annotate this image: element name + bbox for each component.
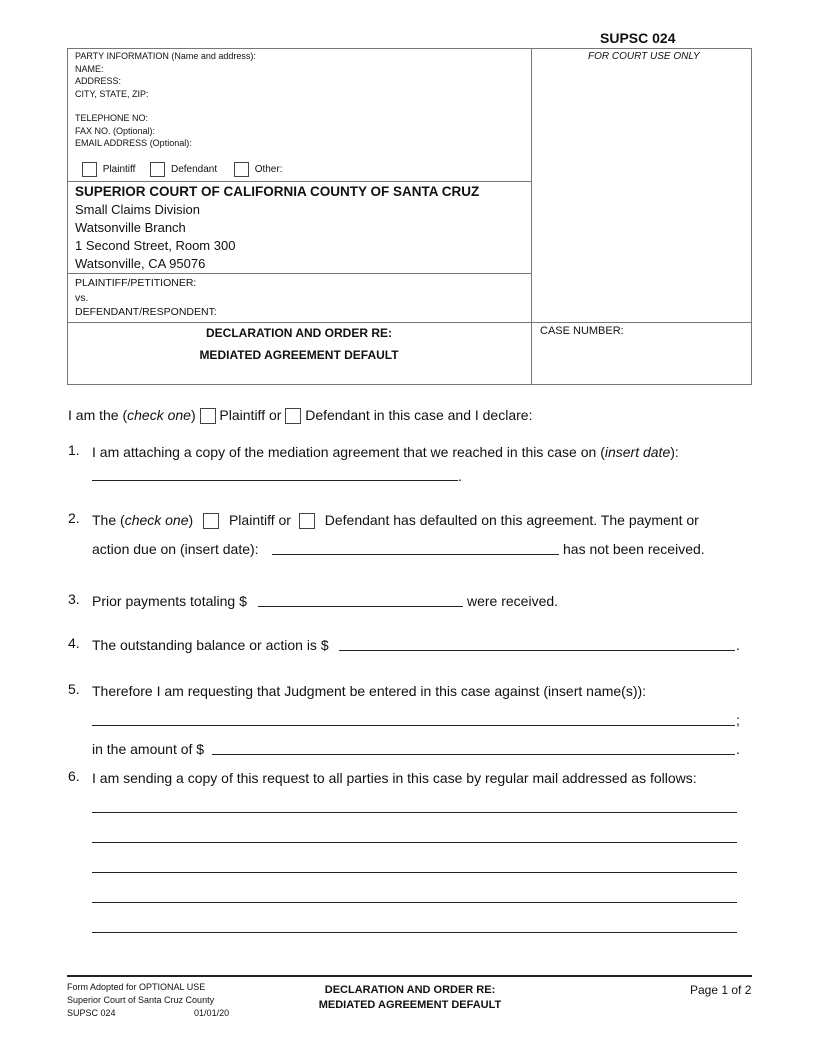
intro-defendant-checkbox[interactable] [285, 408, 301, 424]
footer-court: Superior Court of Santa Cruz County [67, 995, 215, 1005]
item-text: has not been received. [563, 541, 705, 557]
item-number: 3. [68, 591, 80, 607]
item-text: action due on (insert date): [92, 541, 259, 557]
prior-payments-line[interactable] [258, 606, 463, 607]
item-text: in the amount of $ [92, 741, 205, 757]
intro-line [68, 405, 532, 425]
check-one-label: check one [124, 512, 189, 528]
court-division: Small Claims Division [75, 202, 200, 217]
vs-label: vs. [75, 291, 89, 304]
party-info-heading: PARTY INFORMATION (Name and address): [75, 51, 256, 61]
intro-plaintiff-checkbox[interactable] [200, 408, 216, 424]
footer-form-number: SUPSC 024 [67, 1008, 116, 1018]
address-field[interactable]: ADDRESS: [75, 76, 122, 86]
footer-form-info [67, 981, 229, 1020]
city-field[interactable]: CITY, STATE, ZIP: [75, 88, 149, 99]
item-text: Defendant has defaulted on this agreement. The payment or [324, 512, 699, 528]
item-2-defendant-checkbox[interactable] [299, 513, 315, 529]
item-text: Prior payments totaling $ [92, 593, 247, 609]
intro-text: ) [190, 407, 196, 423]
intro-plaintiff-label: Plaintiff or [219, 407, 282, 423]
court-name: SUPERIOR COURT OF CALIFORNIA COUNTY OF SANTA CRUZ [75, 184, 480, 199]
period: . [736, 637, 740, 653]
item-number: 4. [68, 635, 80, 651]
title-line-2: MEDIATED AGREEMENT DEFAULT [199, 348, 399, 362]
footer-form-line [67, 1007, 229, 1020]
item-number: 6. [68, 768, 80, 784]
plaintiff-checkbox[interactable] [82, 162, 97, 177]
footer-date: 01/01/20 [194, 1008, 230, 1018]
item-1-text [92, 442, 679, 462]
court-branch: Watsonville Branch [75, 220, 186, 235]
intro-text: I am the ( [68, 407, 128, 423]
item-text: I am attaching a copy of the mediation agreement that we reached in this case on ( [92, 444, 605, 460]
footer-title-line-2: MEDIATED AGREEMENT DEFAULT [318, 999, 502, 1011]
party-type-options [82, 162, 282, 177]
item-number: 1. [68, 442, 80, 458]
item-2-plaintiff-checkbox[interactable] [203, 513, 219, 529]
agreement-date-line[interactable] [92, 480, 458, 481]
address-line[interactable] [92, 842, 737, 843]
item-text: were received. [467, 593, 559, 609]
item-text: Therefore I am requesting that Judgment be entered in this case against (insert name(s)): [92, 683, 647, 699]
address-line[interactable] [92, 932, 737, 933]
form-number: SUPSC 024 [600, 30, 676, 46]
judgment-amount-line[interactable] [212, 754, 735, 755]
item-2-text [92, 510, 699, 530]
telephone-field[interactable]: TELEPHONE NO: [75, 113, 149, 123]
other-option-label: Other: [254, 164, 283, 176]
footer-adopted: Form Adopted for OPTIONAL USE [67, 982, 206, 992]
court-city: Watsonville, CA 95076 [75, 256, 206, 271]
item-text: I am sending a copy of this request to all parties in this case by regular mail addressed as follows: [92, 770, 697, 786]
email-field[interactable]: EMAIL ADDRESS (Optional): [75, 138, 192, 148]
outstanding-balance-line[interactable] [339, 650, 735, 651]
fax-field[interactable]: FAX NO. (Optional): [75, 125, 156, 136]
other-checkbox[interactable] [234, 162, 249, 177]
item-number: 5. [68, 681, 80, 697]
check-one-label: check one [127, 407, 191, 423]
judgment-names-line[interactable] [92, 725, 735, 726]
item-text: ) [188, 512, 194, 528]
court-use-label: FOR COURT USE ONLY [588, 51, 700, 62]
form-title [67, 322, 531, 366]
name-field[interactable]: NAME: [75, 63, 104, 74]
plaintiff-petitioner-field[interactable]: PLAINTIFF/PETITIONER: [75, 277, 197, 289]
footer-rule [67, 975, 752, 977]
title-line-1: DECLARATION AND ORDER RE: [206, 326, 392, 340]
divider [67, 181, 531, 182]
intro-defendant-label: Defendant in this case and I declare: [305, 407, 533, 423]
divider [67, 273, 531, 274]
insert-date-label: insert date [604, 444, 671, 460]
plaintiff-option-label: Plaintiff [102, 164, 136, 176]
defendant-respondent-field[interactable]: DEFENDANT/RESPONDENT: [75, 306, 217, 318]
semicolon: ; [736, 712, 740, 728]
item-text: The ( [92, 512, 125, 528]
item-2-plaintiff-label: Plaintiff or [228, 512, 291, 528]
item-text: The outstanding balance or action is $ [92, 637, 329, 653]
defendant-checkbox[interactable] [150, 162, 165, 177]
case-number-field[interactable]: CASE NUMBER: [540, 325, 624, 337]
item-number: 2. [68, 510, 80, 526]
due-date-line[interactable] [272, 554, 559, 555]
defendant-option-label: Defendant [170, 164, 218, 176]
address-line[interactable] [92, 902, 737, 903]
page-number: Page 1 of 2 [690, 983, 752, 997]
item-text: ): [670, 444, 679, 460]
address-line[interactable] [92, 872, 737, 873]
period: . [458, 468, 462, 484]
period: . [736, 741, 740, 757]
parties [75, 276, 217, 320]
footer-title [300, 983, 520, 1013]
party-info [75, 50, 256, 150]
court-info [75, 183, 479, 273]
caption-divider [531, 48, 532, 385]
footer-title-line-1: DECLARATION AND ORDER RE: [324, 984, 496, 996]
address-line[interactable] [92, 812, 737, 813]
court-street: 1 Second Street, Room 300 [75, 238, 236, 253]
